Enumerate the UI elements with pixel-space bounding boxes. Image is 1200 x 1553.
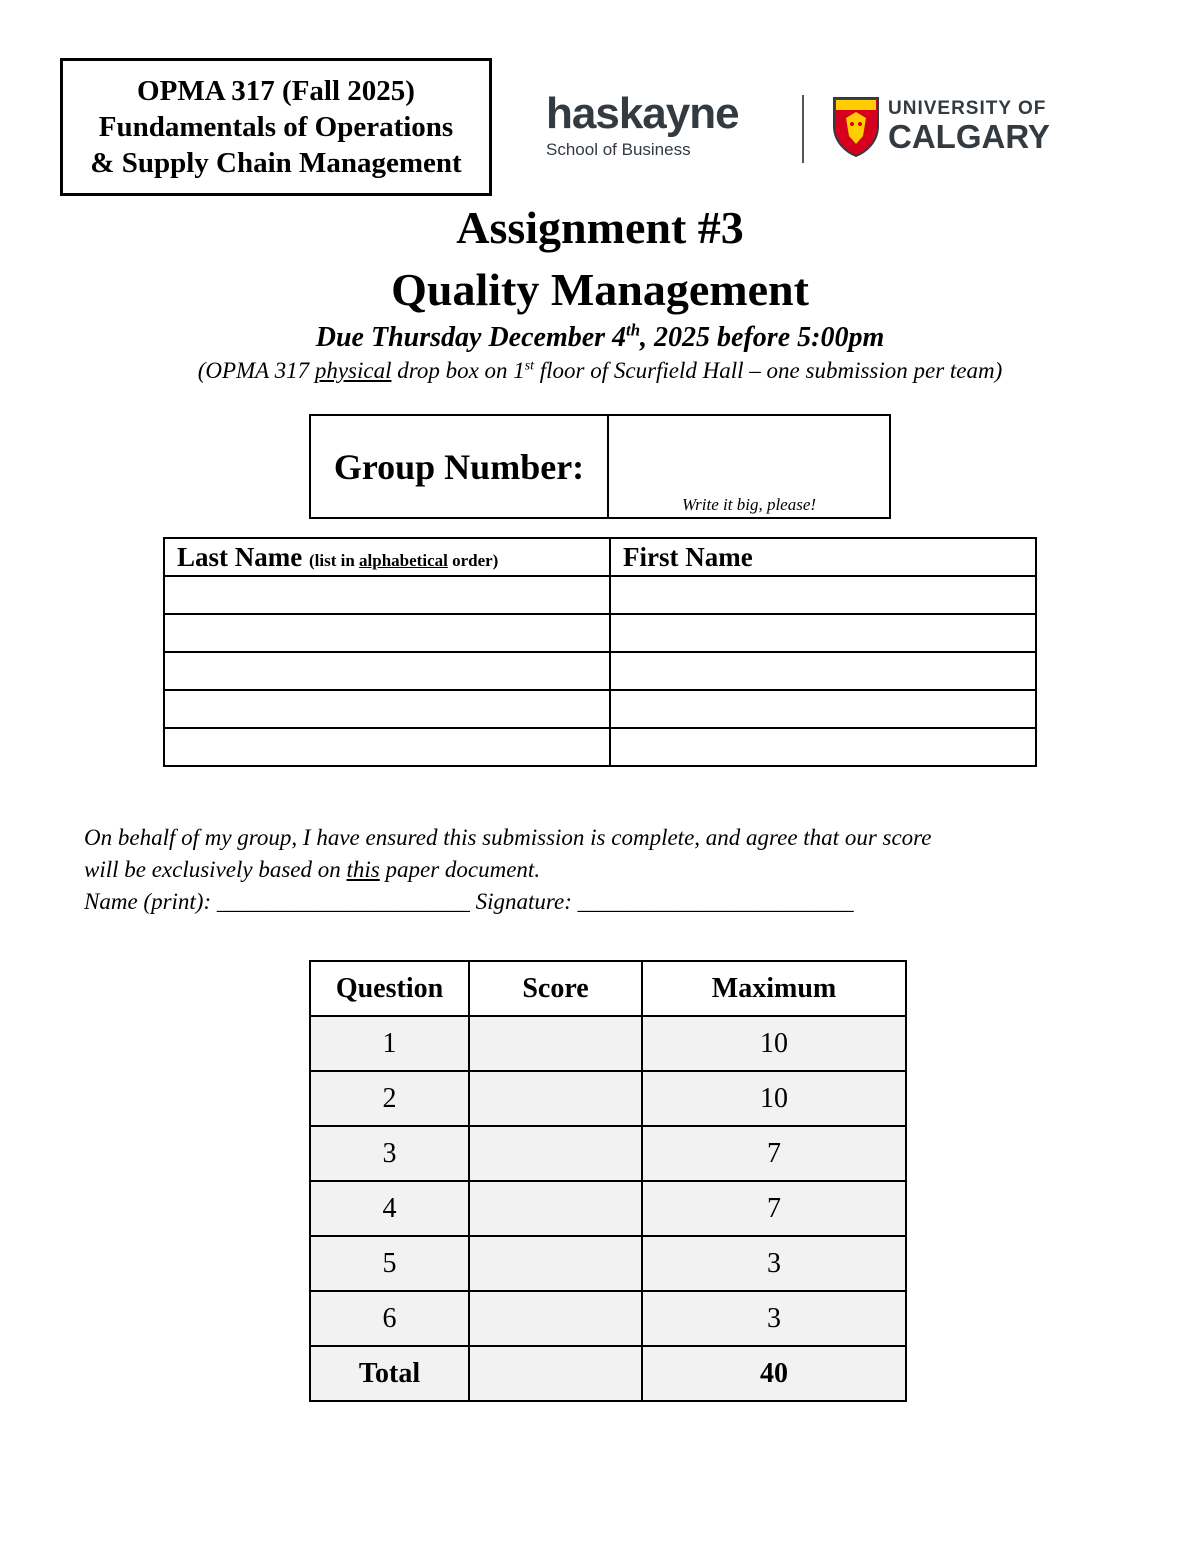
declaration-line1: On behalf of my group, I have ensured this submission is complete, and agree that our score [84, 825, 932, 850]
ucalgary-logo [832, 96, 1062, 162]
total-score-cell[interactable] [469, 1346, 642, 1401]
maximum-cell: 7 [642, 1181, 906, 1236]
maximum-header: Maximum [642, 961, 906, 1016]
total-row [310, 1346, 906, 1401]
last-name-cell[interactable] [164, 652, 610, 690]
first-name-cell[interactable] [610, 690, 1036, 728]
assignment-title: Assignment #3 [456, 202, 744, 253]
name-signature-line: Name (print): ______________________ Signature: ________________________ [84, 889, 854, 914]
score-cell[interactable] [469, 1181, 642, 1236]
score-header-row [310, 961, 906, 1016]
first-name-cell[interactable] [610, 614, 1036, 652]
first-name-cell[interactable] [610, 576, 1036, 614]
assignment-subtitle: Quality Management [391, 264, 809, 315]
group-number-field[interactable] [609, 416, 889, 517]
last-name-header: Last Name (list in alphabetical order) [164, 538, 610, 576]
first-name-cell[interactable] [610, 728, 1036, 766]
first-name-header: First Name [610, 538, 1036, 576]
team-members-table [163, 537, 1037, 767]
course-code: OPMA 317 (Fall 2025) [137, 75, 415, 107]
group-number-hint: Write it big, please! [681, 495, 817, 514]
last-name-cell[interactable] [164, 728, 610, 766]
question-cell: 1 [310, 1016, 469, 1071]
total-label: Total [310, 1346, 469, 1401]
question-cell: 5 [310, 1236, 469, 1291]
table-row [310, 1126, 906, 1181]
table-row [310, 1071, 906, 1126]
ucalgary-crest-icon [832, 96, 880, 158]
score-header: Score [469, 961, 642, 1016]
ucalgary-line2: CALGARY [888, 118, 1050, 155]
haskayne-logo [546, 89, 796, 172]
score-cell[interactable] [469, 1016, 642, 1071]
question-cell: 2 [310, 1071, 469, 1126]
table-row [310, 1181, 906, 1236]
table-row [164, 728, 1036, 766]
table-row [164, 576, 1036, 614]
course-name-line1: Fundamentals of Operations [98, 111, 454, 143]
question-cell: 4 [310, 1181, 469, 1236]
table-row [164, 652, 1036, 690]
table-header-row [164, 538, 1036, 576]
score-cell[interactable] [469, 1291, 642, 1346]
score-cell[interactable] [469, 1236, 642, 1291]
course-info-box [60, 58, 492, 196]
maximum-cell: 10 [642, 1071, 906, 1126]
maximum-cell: 3 [642, 1291, 906, 1346]
score-cell[interactable] [469, 1126, 642, 1181]
ucalgary-line1: UNIVERSITY OF [888, 98, 1047, 119]
group-number-box [309, 414, 891, 519]
table-row [164, 690, 1036, 728]
maximum-cell: 10 [642, 1016, 906, 1071]
question-header: Question [310, 961, 469, 1016]
declaration-line2: will be exclusively based on this paper document. [84, 857, 541, 882]
table-row [164, 614, 1036, 652]
last-name-cell[interactable] [164, 576, 610, 614]
last-name-cell[interactable] [164, 690, 610, 728]
table-row [310, 1236, 906, 1291]
last-name-cell[interactable] [164, 614, 610, 652]
maximum-cell: 7 [642, 1126, 906, 1181]
score-cell[interactable] [469, 1071, 642, 1126]
question-cell: 3 [310, 1126, 469, 1181]
haskayne-subtitle: School of Business [546, 140, 691, 159]
total-maximum: 40 [642, 1346, 906, 1401]
table-row [310, 1016, 906, 1071]
logo-divider [802, 95, 804, 163]
question-cell: 6 [310, 1291, 469, 1346]
score-table [309, 960, 907, 1402]
submission-instructions: (OPMA 317 physical drop box on 1st floor of Scurfield Hall – one submission per team) [197, 357, 1003, 383]
maximum-cell: 3 [642, 1236, 906, 1291]
group-number-label: Group Number: [311, 416, 609, 517]
course-name-line2: & Supply Chain Management [90, 147, 462, 179]
due-date: Due Thursday December 4th, 2025 before 5:00pm [315, 320, 885, 353]
table-row [310, 1291, 906, 1346]
first-name-cell[interactable] [610, 652, 1036, 690]
haskayne-wordmark: haskayne [546, 89, 739, 138]
declaration [84, 822, 1134, 918]
